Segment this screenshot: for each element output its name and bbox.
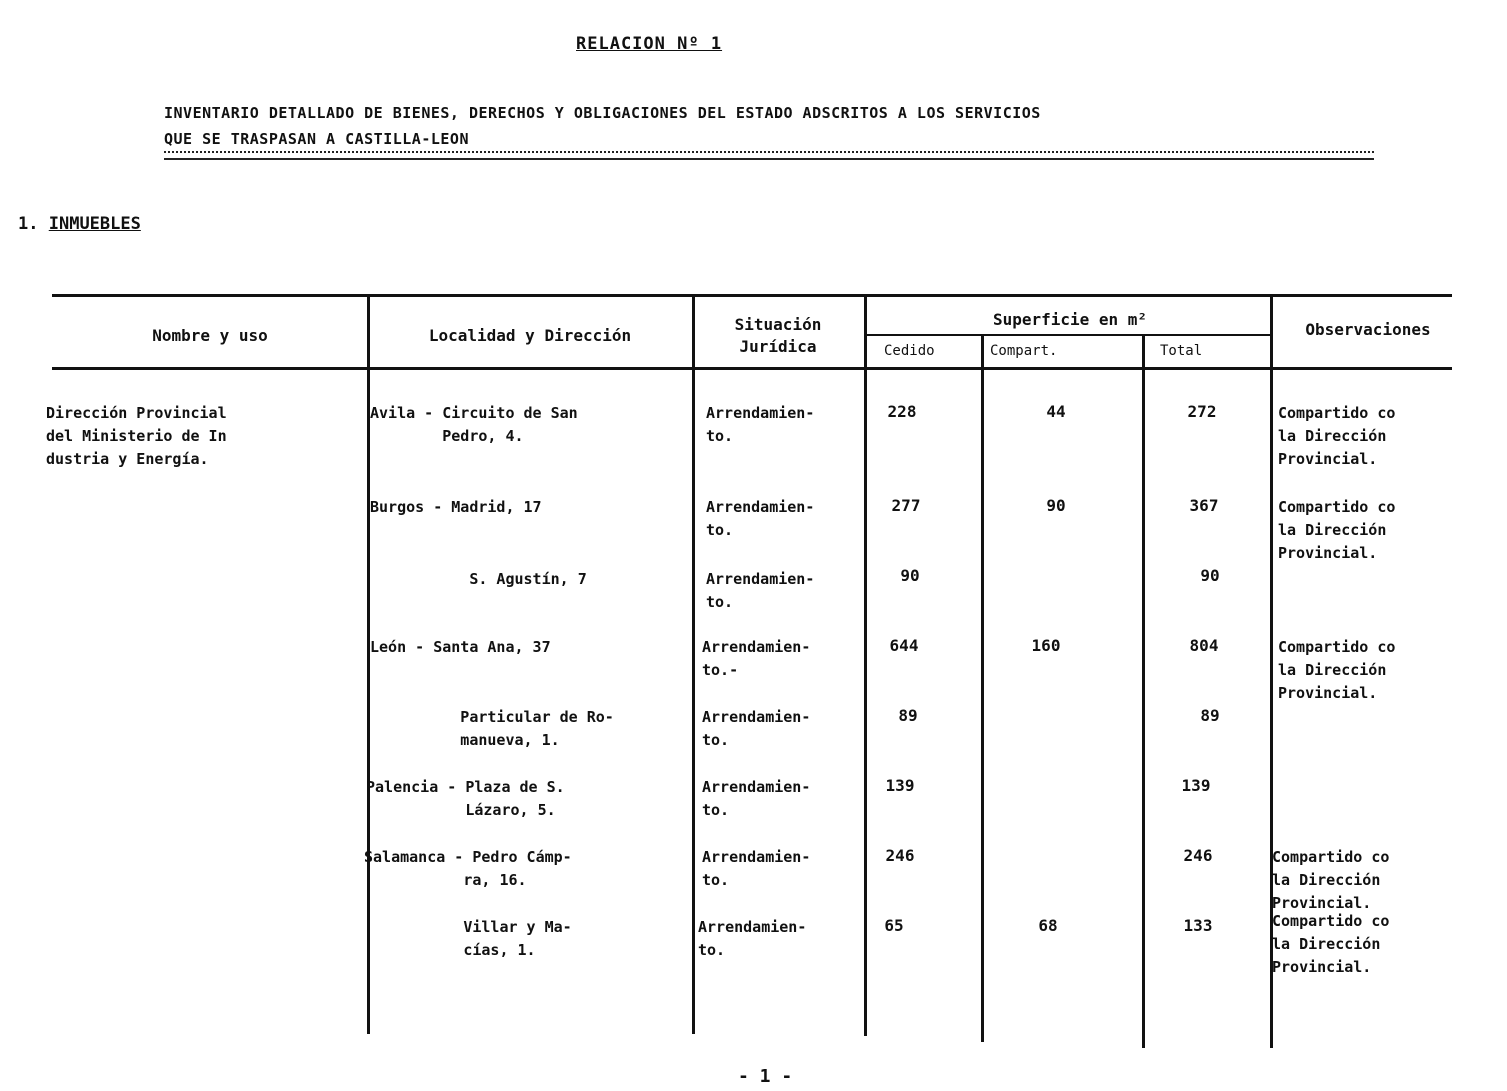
col-divider-4: [981, 336, 984, 1042]
cell-total: 272: [1187, 402, 1217, 421]
document-subtitle-line2: QUE SE TRASPASAN A CASTILLA-LEON: [164, 130, 469, 148]
cell-situacion: Arrendamien- to.: [702, 848, 811, 889]
cell-localidad: Palencia - Plaza de S. Lázaro, 5.: [366, 778, 565, 819]
cell-observaciones: Compartido co la Dirección Provincial.: [1278, 404, 1396, 468]
header-superficie: Superficie en m²: [992, 310, 1148, 329]
cell-total: 89: [1200, 706, 1220, 725]
cell-total: 139: [1181, 776, 1211, 795]
document-subtitle-line1: INVENTARIO DETALLADO DE BIENES, DERECHOS Y OBLIGACIONES DEL ESTADO ADSCRITOS A LOS SERVICIOS: [164, 104, 1041, 122]
table-top-rule: [52, 294, 1452, 297]
cell-situacion: Arrendamien- to.-: [702, 638, 811, 679]
superficie-subrule: [866, 334, 1270, 336]
document-title: RELACION Nº 1: [576, 34, 723, 54]
section-number: 1.: [18, 214, 39, 234]
cell-compart: 90: [1046, 496, 1066, 515]
cell-cedido: 644: [889, 636, 919, 655]
header-cedido: Cedido: [884, 343, 935, 359]
cell-cedido: 277: [891, 496, 921, 515]
subtitle-underline: [164, 158, 1374, 160]
cell-situacion: Arrendamien- to.: [706, 570, 815, 611]
header-observaciones: Observaciones: [1305, 320, 1431, 339]
cell-cedido: 228: [887, 402, 917, 421]
col-divider-5: [1142, 336, 1145, 1048]
cell-compart: 44: [1046, 402, 1066, 421]
cell-situacion: Arrendamien- to.: [706, 404, 815, 445]
cell-compart: 160: [1031, 636, 1061, 655]
cell-localidad: Salamanca - Pedro Cámp- ra, 16.: [364, 848, 572, 889]
subtitle-dotted-rule: [164, 151, 1374, 153]
header-compart: Compart.: [990, 343, 1058, 359]
cell-situacion: Arrendamien- to.: [702, 708, 811, 749]
cell-cedido: 90: [900, 566, 920, 585]
cell-total: 246: [1183, 846, 1213, 865]
cell-cedido: 89: [898, 706, 918, 725]
cell-cedido: 139: [885, 776, 915, 795]
cell-situacion: Arrendamien- to.: [706, 498, 815, 539]
cell-nombre-uso: Dirección Provincial del Ministerio de In dustria y Energía.: [46, 404, 227, 468]
cell-cedido: 65: [884, 916, 904, 935]
col-divider-2: [692, 296, 695, 1034]
cell-cedido: 246: [885, 846, 915, 865]
cell-localidad: Particular de Ro- manueva, 1.: [460, 708, 614, 749]
cell-localidad: S. Agustín, 7: [370, 570, 587, 588]
section-title: INMUEBLES: [48, 214, 141, 234]
cell-situacion: Arrendamien- to.: [698, 918, 807, 959]
header-nombre-uso: Nombre y uso: [152, 326, 268, 345]
header-total: Total: [1160, 343, 1203, 359]
header-situacion: Situación Jurídica: [734, 315, 822, 356]
cell-localidad: Burgos - Madrid, 17: [370, 498, 542, 516]
cell-total: 367: [1189, 496, 1219, 515]
header-localidad: Localidad y Dirección: [428, 326, 632, 345]
cell-total: 90: [1200, 566, 1220, 585]
cell-observaciones: Compartido co la Dirección Provincial.: [1272, 912, 1390, 976]
cell-observaciones: Compartido co la Dirección Provincial.: [1278, 638, 1396, 702]
cell-localidad: Villar y Ma- cías, 1.: [463, 918, 572, 959]
section-heading: [18, 214, 141, 234]
cell-localidad: Avila - Circuito de San Pedro, 4.: [370, 404, 578, 445]
cell-total: 133: [1183, 916, 1213, 935]
cell-localidad: León - Santa Ana, 37: [370, 638, 551, 656]
cell-observaciones: Compartido co la Dirección Provincial.: [1272, 848, 1390, 912]
cell-compart: 68: [1038, 916, 1058, 935]
cell-total: 804: [1189, 636, 1219, 655]
cell-situacion: Arrendamien- to.: [702, 778, 811, 819]
table-header-rule: [52, 367, 1452, 370]
cell-observaciones: Compartido co la Dirección Provincial.: [1278, 498, 1396, 562]
page-number: - 1 -: [738, 1066, 793, 1087]
